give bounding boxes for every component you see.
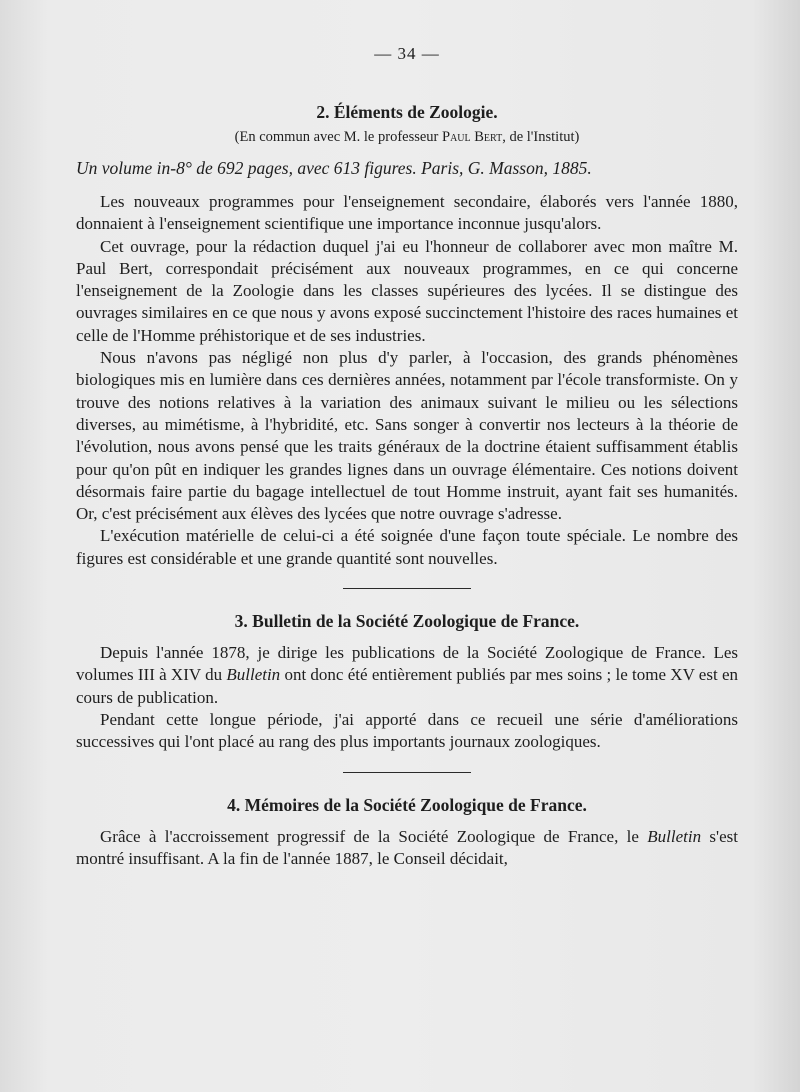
section-3-p1-text-b: ont donc été entièrement publiés par mes soins ; le tome XV est en cours de publication. <box>76 665 738 707</box>
section-4-p1-bulletin: Bulletin <box>647 826 702 846</box>
subtitle-suffix: , de l'Institut) <box>502 129 580 145</box>
section-4-p1-text-b: s'est montré insuffisant. A la fin de l'année 1887, le Conseil décidait, <box>76 826 738 868</box>
page-number: — 34 — <box>374 44 440 63</box>
section-2-title: 2. Éléments de Zoologie. <box>316 102 498 122</box>
section-3-paragraph-1 <box>76 642 738 709</box>
section-2-paragraph-2: Cet ouvrage, pour la rédaction duquel j'ai eu l'honneur de collaborer avec mon maître M. Paul Bert, correspondait précisément aux nouveaux programmes, en ce qui concerne l'enseignement de la Zoologie dans les classes supérieures des lycées. Il se distingue des ouvrages similaires en ce que nous y avons exposé succinctement l'histoire des races humaines et celle de l'Homme préhistorique et de ses industries. <box>76 236 738 345</box>
section-3-title: 3. Bulletin de la Société Zoologique de France. <box>234 611 580 632</box>
section-4-title: 4. Mémoires de la Société Zoologique de France. <box>227 794 587 815</box>
subtitle-prefix: (En commun avec M. le professeur <box>234 129 443 145</box>
section-3-p1-text-a: Depuis l'année 1878, je dirige les publications de la Société Zoologique de France. Les volumes III à XIV du <box>76 643 738 685</box>
section-3-p1-bulletin: Bulletin <box>226 665 281 685</box>
section-2-citation: Un volume in-8° de 692 pages, avec 613 figures. Paris, G. Masson, 1885. <box>76 158 592 178</box>
section-2-paragraph-1: Les nouveaux programmes pour l'enseignement secondaire, élaborés vers l'année 1880, donnaient à l'enseignement scientifique une importance inconnue jusqu'alors. <box>76 192 738 234</box>
subtitle-author-name: Paul Bert <box>442 129 503 145</box>
section-2-paragraph-4: L'exécution matérielle de celui-ci a été soignée d'une façon toute spéciale. Le nombre des figures est considérable et une grande quantité sont nouvelles. <box>76 526 738 568</box>
section-2-subtitle <box>76 129 738 146</box>
section-4-paragraph-1 <box>76 826 738 871</box>
section-3-paragraph-2: Pendant cette longue période, j'ai apporté dans ce recueil une série d'améliorations successives qui l'ont placé au rang des plus importants journaux zoologiques. <box>76 709 738 752</box>
section-4-p1-text-a: Grâce à l'accroissement progressif de la Société Zoologique de France, le <box>100 826 648 846</box>
section-divider <box>343 588 471 589</box>
page-content <box>76 44 738 870</box>
section-2-paragraph-3: Nous n'avons pas négligé non plus d'y parler, à l'occasion, des grands phénomènes biologiques mis en lumière dans ces dernières années, notamment par l'école transformiste. On y trouve des notions relatives à la variation des animaux suivant le milieu ou les sélections diverses, au mimétisme, à l'hybridité, etc. Sans songer à convertir nos lecteurs à la théorie de l'évolution, nous avons pensé que les traits généraux de la doctrine étaient suffisamment établis pour qu'on pût en indiquer les grandes lignes dans un ouvrage élémentaire. Ces notions doivent désormais faire partie du bagage intellectuel de tout Homme instruit, ayant fait ses humanités. Or, c'est précisément aux élèves des lycées que notre ouvrage s'adresse. <box>76 348 738 524</box>
section-divider <box>343 772 471 773</box>
